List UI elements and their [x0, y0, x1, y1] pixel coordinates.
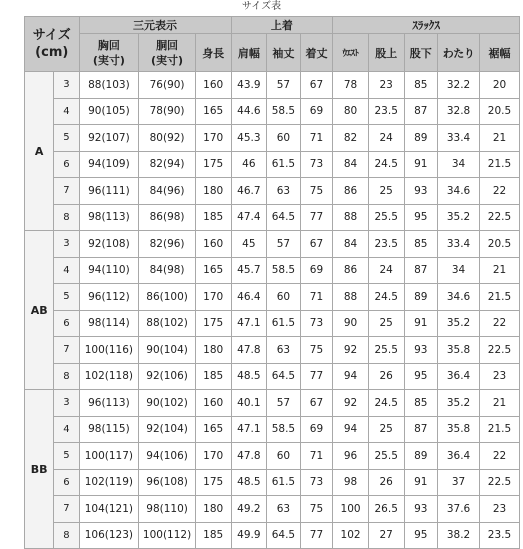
table-cell: 92(108) [79, 231, 139, 258]
table-cell: 75 [300, 496, 333, 523]
table-caption: サイズ表 [241, 1, 282, 12]
table-cell: 85 [404, 231, 438, 258]
table-cell: 88(102) [139, 310, 196, 337]
table-cell: 47.4 [231, 204, 267, 231]
table-cell: 185 [195, 204, 231, 231]
table-cell: 87 [404, 416, 438, 443]
table-cell: 86 [333, 257, 369, 284]
col-header-thigh: わたり [438, 34, 480, 72]
table-cell: 73 [300, 469, 333, 496]
table-cell: 75 [300, 337, 333, 364]
table-cell: 24.5 [368, 284, 404, 311]
corner-unit: (cm) [35, 45, 69, 60]
table-cell: 49.2 [231, 496, 267, 523]
table-cell: 91 [404, 151, 438, 178]
table-cell: 25 [368, 178, 404, 205]
size-number: 8 [54, 363, 79, 390]
table-cell: 98(114) [79, 310, 139, 337]
table-cell: 90(105) [79, 98, 139, 125]
table-cell: 86(98) [139, 204, 196, 231]
table-cell: 45 [231, 231, 267, 258]
table-cell: 25.5 [368, 443, 404, 470]
table-cell: 40.1 [231, 390, 267, 417]
table-cell: 98(115) [79, 416, 139, 443]
size-number: 4 [54, 98, 79, 125]
table-cell: 21 [480, 125, 520, 152]
table-cell: 165 [195, 257, 231, 284]
col-header-chest: 胸回 (実寸) [79, 34, 139, 72]
table-cell: 89 [404, 125, 438, 152]
table-row [25, 151, 520, 178]
table-cell: 94(110) [79, 257, 139, 284]
table-row [25, 443, 520, 470]
table-cell: 82 [333, 125, 369, 152]
table-cell: 76(90) [139, 72, 196, 99]
table-cell: 71 [300, 125, 333, 152]
table-cell: 93 [404, 178, 438, 205]
table-cell: 95 [404, 522, 438, 549]
table-cell: 165 [195, 98, 231, 125]
size-number: 4 [54, 416, 79, 443]
table-cell: 160 [195, 231, 231, 258]
table-cell: 58.5 [267, 416, 301, 443]
table-cell: 45.7 [231, 257, 267, 284]
table-cell: 84(96) [139, 178, 196, 205]
size-table [24, 16, 520, 549]
table-cell: 88 [333, 284, 369, 311]
table-cell: 170 [195, 284, 231, 311]
table-cell: 91 [404, 469, 438, 496]
table-cell: 25 [368, 310, 404, 337]
size-number: 5 [54, 284, 79, 311]
table-cell: 82(94) [139, 151, 196, 178]
table-cell: 102(118) [79, 363, 139, 390]
size-number: 6 [54, 151, 79, 178]
col-header-jacket-length: 着丈 [300, 34, 333, 72]
col-header-inseam: 股下 [404, 34, 438, 72]
table-cell: 23 [480, 496, 520, 523]
table-cell: 61.5 [267, 151, 301, 178]
corner-title: サイズ [32, 28, 71, 43]
table-header [25, 17, 520, 72]
size-number: 3 [54, 231, 79, 258]
table-cell: 175 [195, 151, 231, 178]
table-cell: 47.1 [231, 416, 267, 443]
size-number: 7 [54, 496, 79, 523]
table-cell: 21.5 [480, 151, 520, 178]
table-cell: 21.5 [480, 416, 520, 443]
table-cell: 92 [333, 337, 369, 364]
table-cell: 37 [438, 469, 480, 496]
table-cell: 35.2 [438, 204, 480, 231]
table-cell: 25.5 [368, 204, 404, 231]
table-cell: 60 [267, 443, 301, 470]
table-cell: 57 [267, 390, 301, 417]
table-cell: 89 [404, 443, 438, 470]
table-row [25, 416, 520, 443]
table-row [25, 310, 520, 337]
table-cell: 104(121) [79, 496, 139, 523]
table-cell: 102 [333, 522, 369, 549]
table-cell: 34 [438, 257, 480, 284]
table-cell: 22 [480, 310, 520, 337]
table-cell: 94(106) [139, 443, 196, 470]
table-cell: 92 [333, 390, 369, 417]
table-cell: 87 [404, 98, 438, 125]
table-cell: 93 [404, 337, 438, 364]
table-cell: 61.5 [267, 469, 301, 496]
table-cell: 84(98) [139, 257, 196, 284]
col-header-waist-girth: 胴回 (実寸) [139, 34, 196, 72]
size-number: 5 [54, 125, 79, 152]
table-cell: 80(92) [139, 125, 196, 152]
table-cell: 57 [267, 72, 301, 99]
table-row [25, 231, 520, 258]
size-number: 3 [54, 72, 79, 99]
table-cell: 185 [195, 522, 231, 549]
table-cell: 78(90) [139, 98, 196, 125]
table-row [25, 72, 520, 99]
table-cell: 44.6 [231, 98, 267, 125]
table-cell: 170 [195, 443, 231, 470]
table-cell: 67 [300, 390, 333, 417]
table-cell: 180 [195, 496, 231, 523]
table-cell: 24.5 [368, 390, 404, 417]
table-cell: 61.5 [267, 310, 301, 337]
table-row [25, 522, 520, 549]
table-cell: 20.5 [480, 231, 520, 258]
table-cell: 77 [300, 204, 333, 231]
table-cell: 92(107) [79, 125, 139, 152]
table-cell: 90 [333, 310, 369, 337]
size-group-label: AB [25, 231, 54, 390]
table-cell: 69 [300, 98, 333, 125]
size-number: 8 [54, 522, 79, 549]
table-cell: 33.4 [438, 231, 480, 258]
table-cell: 95 [404, 204, 438, 231]
table-cell: 47.1 [231, 310, 267, 337]
table-cell: 98(113) [79, 204, 139, 231]
table-cell: 160 [195, 72, 231, 99]
table-cell: 100 [333, 496, 369, 523]
table-cell: 180 [195, 337, 231, 364]
table-cell: 75 [300, 178, 333, 205]
table-cell: 36.4 [438, 443, 480, 470]
table-cell: 47.8 [231, 337, 267, 364]
size-number: 6 [54, 469, 79, 496]
table-cell: 58.5 [267, 257, 301, 284]
table-cell: 160 [195, 390, 231, 417]
table-cell: 34.6 [438, 178, 480, 205]
table-cell: 35.2 [438, 390, 480, 417]
table-cell: 24 [368, 257, 404, 284]
table-cell: 180 [195, 178, 231, 205]
table-cell: 47.8 [231, 443, 267, 470]
col-header-sleeve: 袖丈 [267, 34, 301, 72]
table-cell: 88(103) [79, 72, 139, 99]
table-cell: 96(111) [79, 178, 139, 205]
table-cell: 95 [404, 363, 438, 390]
table-cell: 63 [267, 337, 301, 364]
table-cell: 96(108) [139, 469, 196, 496]
table-cell: 94 [333, 363, 369, 390]
table-cell: 26 [368, 469, 404, 496]
table-cell: 34.6 [438, 284, 480, 311]
table-cell: 58.5 [267, 98, 301, 125]
header-row-columns [25, 34, 520, 72]
table-cell: 94 [333, 416, 369, 443]
table-cell: 23.5 [368, 231, 404, 258]
table-cell: 175 [195, 310, 231, 337]
table-cell: 69 [300, 257, 333, 284]
table-row [25, 125, 520, 152]
size-number: 6 [54, 310, 79, 337]
table-cell: 86 [333, 178, 369, 205]
table-cell: 63 [267, 178, 301, 205]
size-group-label: BB [25, 390, 54, 549]
table-cell: 165 [195, 416, 231, 443]
table-cell: 20 [480, 72, 520, 99]
table-cell: 185 [195, 363, 231, 390]
table-cell: 46.7 [231, 178, 267, 205]
group-header-jacket: 上着 [231, 17, 333, 34]
col-header-waist: ｳｴｽﾄ [333, 34, 369, 72]
table-body [25, 72, 520, 549]
table-cell: 96(113) [79, 390, 139, 417]
table-cell: 98(110) [139, 496, 196, 523]
table-cell: 80 [333, 98, 369, 125]
table-row [25, 98, 520, 125]
table-cell: 84 [333, 231, 369, 258]
table-cell: 24.5 [368, 151, 404, 178]
size-number: 8 [54, 204, 79, 231]
table-cell: 32.8 [438, 98, 480, 125]
table-cell: 22.5 [480, 337, 520, 364]
table-cell: 60 [267, 125, 301, 152]
table-cell: 85 [404, 72, 438, 99]
table-cell: 46 [231, 151, 267, 178]
table-row [25, 178, 520, 205]
size-number: 4 [54, 257, 79, 284]
table-row [25, 204, 520, 231]
size-number: 3 [54, 390, 79, 417]
table-cell: 20.5 [480, 98, 520, 125]
table-cell: 69 [300, 416, 333, 443]
table-cell: 22.5 [480, 469, 520, 496]
table-cell: 85 [404, 390, 438, 417]
table-row [25, 390, 520, 417]
size-corner-header [25, 17, 80, 72]
table-cell: 67 [300, 72, 333, 99]
table-cell: 175 [195, 469, 231, 496]
table-cell: 88 [333, 204, 369, 231]
col-header-rise: 股上 [368, 34, 404, 72]
table-row [25, 257, 520, 284]
table-cell: 48.5 [231, 363, 267, 390]
table-cell: 45.3 [231, 125, 267, 152]
table-cell: 87 [404, 257, 438, 284]
table-cell: 93 [404, 496, 438, 523]
table-cell: 27 [368, 522, 404, 549]
table-cell: 57 [267, 231, 301, 258]
table-cell: 102(119) [79, 469, 139, 496]
table-cell: 43.9 [231, 72, 267, 99]
size-number: 7 [54, 178, 79, 205]
size-number: 7 [54, 337, 79, 364]
table-cell: 35.8 [438, 337, 480, 364]
table-cell: 49.9 [231, 522, 267, 549]
table-cell: 23.5 [480, 522, 520, 549]
table-cell: 82(96) [139, 231, 196, 258]
table-cell: 21.5 [480, 284, 520, 311]
table-cell: 86(100) [139, 284, 196, 311]
table-cell: 98 [333, 469, 369, 496]
table-cell: 48.5 [231, 469, 267, 496]
table-row [25, 284, 520, 311]
table-row [25, 469, 520, 496]
table-cell: 60 [267, 284, 301, 311]
table-cell: 100(112) [139, 522, 196, 549]
table-cell: 96(112) [79, 284, 139, 311]
table-cell: 89 [404, 284, 438, 311]
table-cell: 73 [300, 310, 333, 337]
table-cell: 21 [480, 390, 520, 417]
table-cell: 32.2 [438, 72, 480, 99]
table-cell: 21 [480, 257, 520, 284]
table-cell: 25.5 [368, 337, 404, 364]
table-cell: 90(104) [139, 337, 196, 364]
table-cell: 78 [333, 72, 369, 99]
table-cell: 23.5 [368, 98, 404, 125]
table-cell: 23 [480, 363, 520, 390]
size-number: 5 [54, 443, 79, 470]
table-cell: 26.5 [368, 496, 404, 523]
col-header-height: 身長 [195, 34, 231, 72]
table-cell: 94(109) [79, 151, 139, 178]
table-cell: 91 [404, 310, 438, 337]
table-cell: 71 [300, 443, 333, 470]
table-cell: 106(123) [79, 522, 139, 549]
table-cell: 37.6 [438, 496, 480, 523]
table-cell: 23 [368, 72, 404, 99]
table-cell: 25 [368, 416, 404, 443]
table-cell: 92(106) [139, 363, 196, 390]
table-cell: 170 [195, 125, 231, 152]
table-cell: 22 [480, 443, 520, 470]
table-cell: 22.5 [480, 204, 520, 231]
table-cell: 63 [267, 496, 301, 523]
table-cell: 35.2 [438, 310, 480, 337]
table-cell: 90(102) [139, 390, 196, 417]
group-header-sangen: 三元表示 [79, 17, 231, 34]
table-cell: 96 [333, 443, 369, 470]
table-row [25, 363, 520, 390]
col-header-shoulder: 肩幅 [231, 34, 267, 72]
table-cell: 84 [333, 151, 369, 178]
group-header-slacks: ｽﾗｯｸｽ [333, 17, 520, 34]
table-cell: 100(117) [79, 443, 139, 470]
table-cell: 34 [438, 151, 480, 178]
table-row [25, 337, 520, 364]
table-cell: 100(116) [79, 337, 139, 364]
table-cell: 64.5 [267, 522, 301, 549]
table-cell: 77 [300, 522, 333, 549]
table-cell: 77 [300, 363, 333, 390]
table-cell: 64.5 [267, 204, 301, 231]
col-header-hem: 裾幅 [480, 34, 520, 72]
table-cell: 73 [300, 151, 333, 178]
table-cell: 26 [368, 363, 404, 390]
table-cell: 64.5 [267, 363, 301, 390]
table-cell: 22 [480, 178, 520, 205]
header-row-groups [25, 17, 520, 34]
table-row [25, 496, 520, 523]
table-cell: 35.8 [438, 416, 480, 443]
table-cell: 67 [300, 231, 333, 258]
size-group-label: A [25, 72, 54, 231]
table-cell: 71 [300, 284, 333, 311]
table-cell: 38.2 [438, 522, 480, 549]
table-cell: 46.4 [231, 284, 267, 311]
table-cell: 36.4 [438, 363, 480, 390]
table-cell: 24 [368, 125, 404, 152]
table-cell: 33.4 [438, 125, 480, 152]
table-cell: 92(104) [139, 416, 196, 443]
